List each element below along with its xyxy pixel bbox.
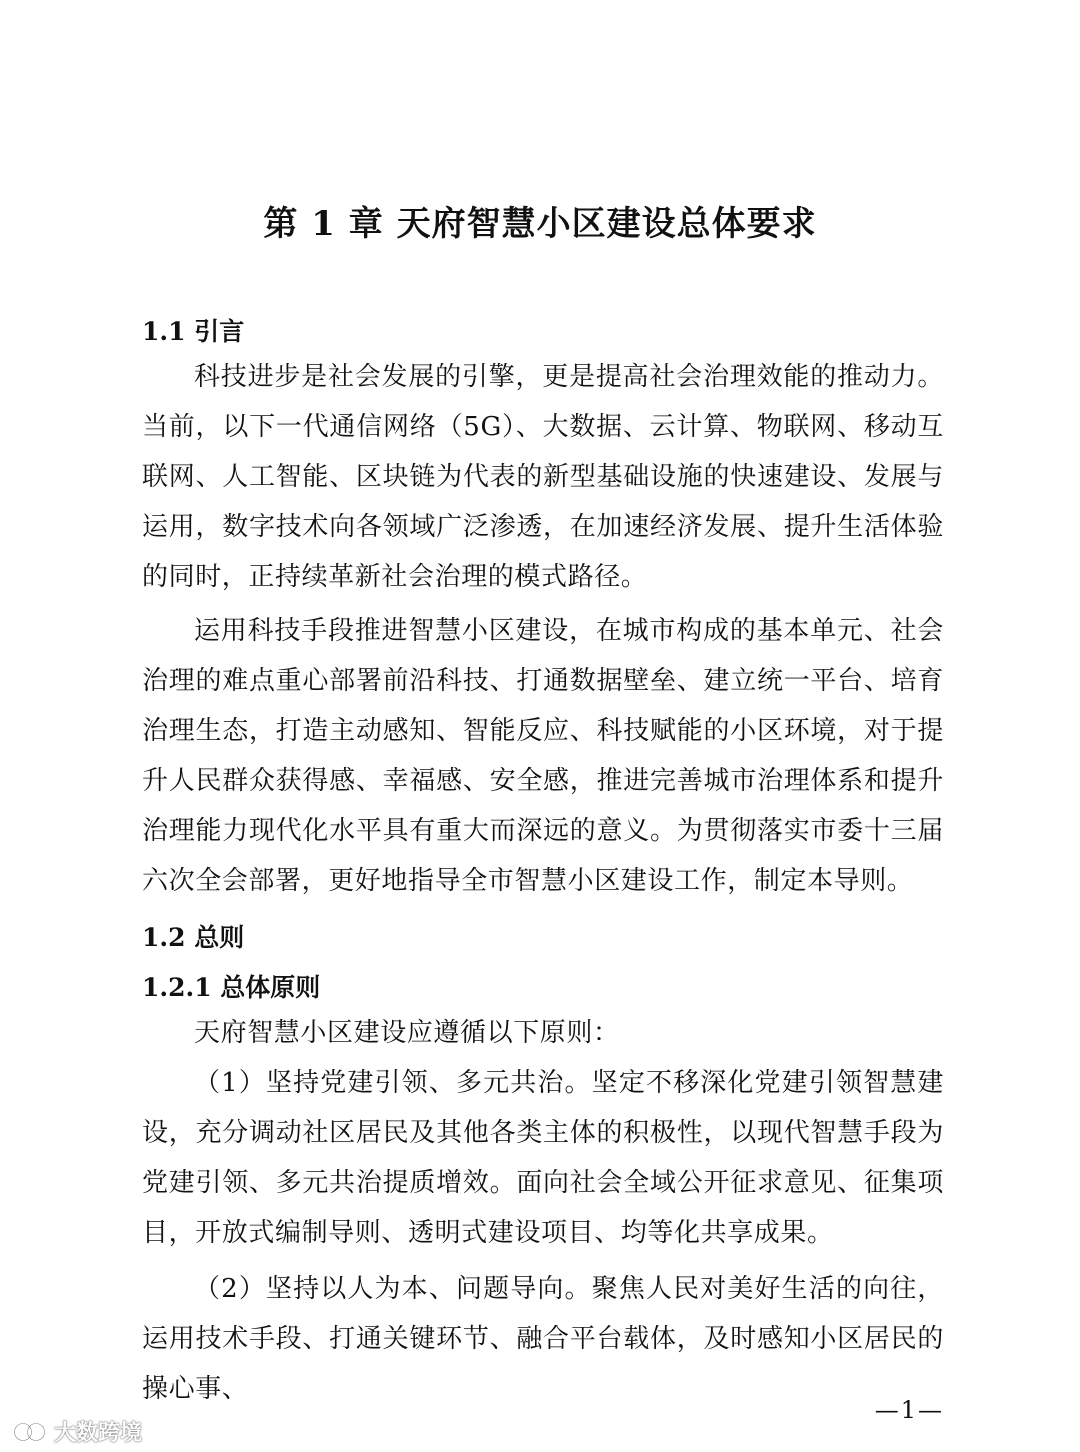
chapter-title: 第 1 章 天府智慧小区建设总体要求 (263, 204, 817, 244)
page-number: —1— (874, 1396, 944, 1424)
section-heading-1-2: 1.2 总则 (142, 923, 245, 952)
brand-logo-icon (14, 1417, 48, 1447)
section-heading-1-2-1: 1.2.1 总体原则 (142, 973, 321, 1002)
paragraph-principle-2: （2）坚持以人为本、问题导向。聚焦人民对美好生活的向往，运用技术手段、打通关键环节、融合平台载体，及时感知小区居民的操心事、 (142, 1274, 944, 1404)
section-heading-1-1: 1.1 引言 (142, 317, 245, 346)
paragraph-principles-intro: 天府智慧小区建设应遵循以下原则： (194, 1018, 620, 1048)
paragraph-intro-2: 运用科技手段推进智慧小区建设，在城市构成的基本单元、社会治理的难点重心部署前沿科技、打通数据壁垒、建立统一平台、培育治理生态，打造主动感知、智能反应、科技赋能的小区环境，对于提升人民群众获得感、幸福感、安全感，推进完善城市治理体系和提升治理能力现代化水平具有重大而深远的意义。为贯彻落实市委十三届六次全会部署，更好地指导全市智慧小区建设工作，制定本导则。 (142, 616, 944, 896)
paragraph-principle-1: （1）坚持党建引领、多元共治。坚定不移深化党建引领智慧建设，充分调动社区居民及其他各类主体的积极性，以现代智慧手段为党建引领、多元共治提质增效。面向社会全域公开征求意见、征集项目，开放式编制导则、透明式建设项目、均等化共享成果。 (142, 1068, 944, 1248)
watermark (14, 1416, 142, 1447)
paragraph-intro-1: 科技进步是社会发展的引擎，更是提高社会治理效能的推动力。当前，以下一代通信网络（5G）、大数据、云计算、物联网、移动互联网、人工智能、区块链为代表的新型基础设施的快速建设、发展与运用，数字技术向各领域广泛渗透，在加速经济发展、提升生活体验的同时，正持续革新社会治理的模式路径。 (142, 362, 944, 592)
watermark-text: 大数跨境 (54, 1421, 143, 1446)
